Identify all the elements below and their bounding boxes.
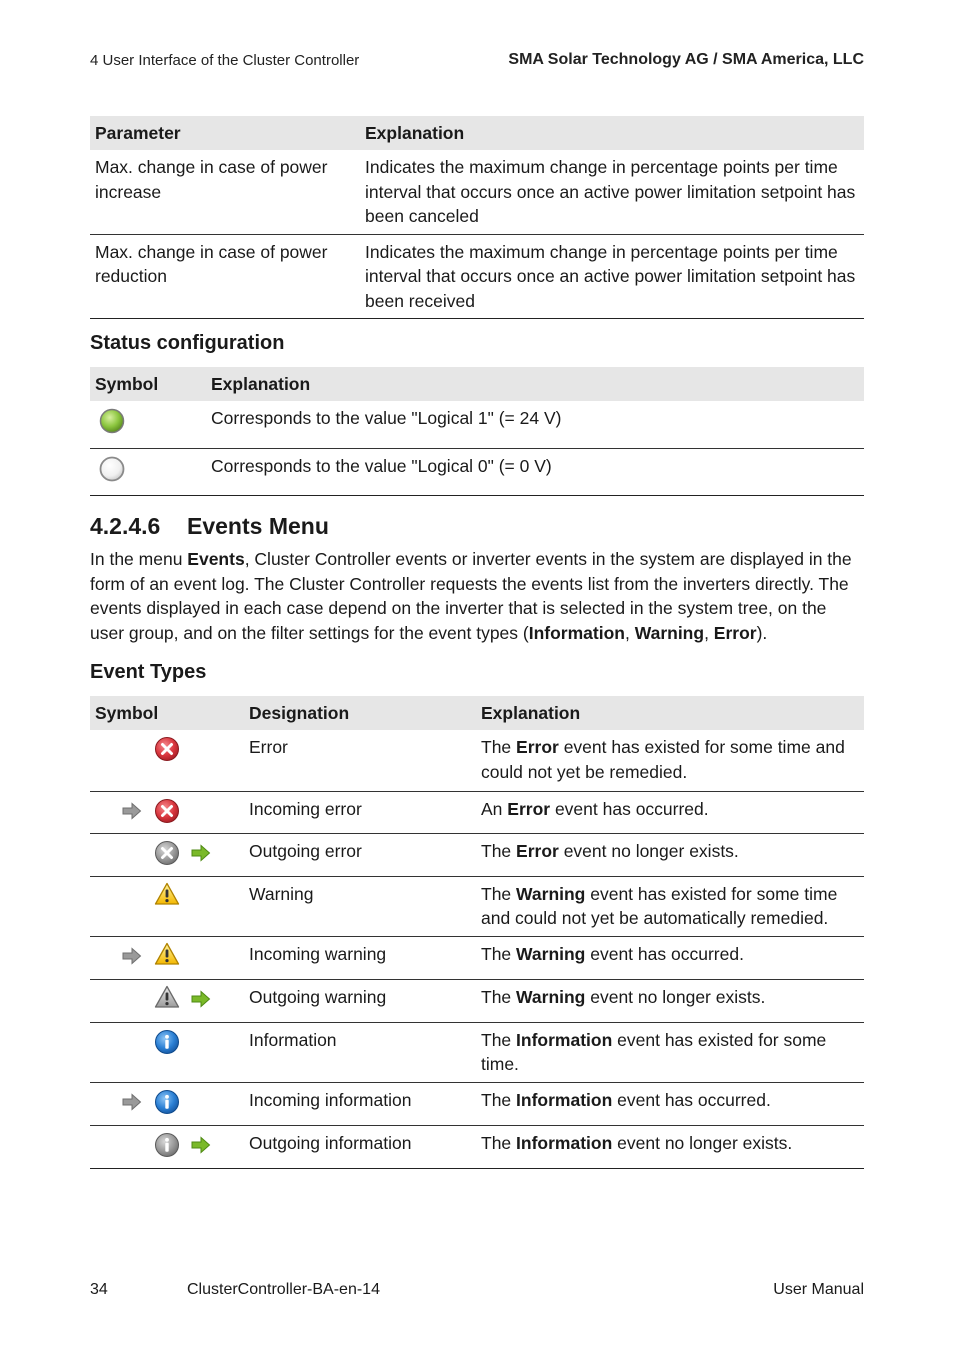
parameter-cell: Max. change in case of power reduction [90, 234, 360, 319]
text-run: , Cluster Controller events or inverter events in the system are displayed in the form of an event log. The Cluster Controller requests the events list from the inverters directly. The events displayed in each case depend on the inverter that is selected in the system tree, on the user group, and on the filter settings for the event types ( [90, 549, 852, 644]
symbol-cell [90, 1125, 244, 1168]
symbol-cell [90, 876, 244, 936]
text-run: event no longer exists. [585, 986, 766, 1007]
footer-document-type: User Manual [773, 1281, 864, 1298]
symbol-cell [90, 1082, 244, 1125]
text-run: The [481, 883, 517, 904]
text-run: The [481, 986, 517, 1007]
parameter-table [90, 116, 864, 319]
text-run: event has occurred. [585, 943, 744, 964]
incoming-arrow-icon [122, 802, 142, 820]
section-title: Events Menu [187, 513, 329, 539]
bold-term: Information [516, 1089, 613, 1110]
explanation-cell [476, 791, 864, 833]
running-header-company: SMA Solar Technology AG / SMA America, LLC [508, 51, 864, 68]
led-off-icon [98, 455, 126, 483]
explanation-cell: Corresponds to the value "Logical 1" (= 24 V) [206, 401, 864, 448]
designation-cell: Error [244, 730, 476, 791]
text-run: event has existed for some time and could not yet be automatically remedied. [481, 883, 838, 928]
status-table [90, 367, 864, 496]
text-run: ). [756, 623, 768, 644]
symbol-cell [90, 791, 244, 833]
designation-cell: Outgoing error [244, 833, 476, 876]
table-row [90, 936, 864, 979]
col-header-explanation: Explanation [360, 116, 864, 150]
designation-cell: Warning [244, 876, 476, 936]
explanation-cell [476, 979, 864, 1022]
events-intro-paragraph [90, 547, 864, 646]
error-icon [154, 736, 180, 762]
symbol-cell [90, 1022, 244, 1082]
table-row [90, 448, 864, 496]
explanation-cell [476, 1022, 864, 1082]
bold-term: Warning [516, 943, 586, 964]
designation-cell: Outgoing warning [244, 979, 476, 1022]
symbol-cell [90, 979, 244, 1022]
col-header-explanation: Explanation [206, 367, 864, 401]
designation-cell: Incoming warning [244, 936, 476, 979]
outgoing-warning-icon [154, 985, 180, 1009]
parameter-cell: Max. change in case of power increase [90, 150, 360, 234]
text-run: event has existed for some time. [481, 1029, 827, 1074]
footer-page-number: 34 [90, 1281, 108, 1298]
symbol-cell [90, 401, 206, 448]
explanation-cell [476, 730, 864, 791]
table-row [90, 234, 864, 319]
status-configuration-heading: Status configuration [90, 332, 285, 354]
table-row [90, 876, 864, 936]
text-run: event no longer exists. [558, 840, 739, 861]
explanation-cell: Corresponds to the value "Logical 0" (= 0 V) [206, 448, 864, 496]
bold-term: Warning [634, 623, 705, 644]
symbol-cell [90, 730, 244, 791]
bold-term: Error [516, 737, 559, 757]
text-run: event has occurred. [612, 1089, 771, 1110]
text-run: The [481, 737, 517, 757]
designation-cell: Information [244, 1022, 476, 1082]
symbol-cell [90, 833, 244, 876]
designation-cell: Incoming error [244, 791, 476, 833]
explanation-cell [476, 1082, 864, 1125]
col-header-symbol: Symbol [90, 367, 206, 401]
bold-term: Events [187, 549, 245, 569]
outgoing-arrow-icon [191, 1136, 211, 1154]
table-row [90, 401, 864, 448]
explanation-cell: Indicates the maximum change in percentage points per time interval that occurs once an active power limitation setpoint has been received [360, 234, 864, 319]
bold-term: Information [516, 1132, 613, 1153]
outgoing-arrow-icon [191, 844, 211, 862]
col-header-designation: Designation [244, 696, 476, 730]
event-types-heading: Event Types [90, 661, 207, 683]
warning-icon [154, 882, 180, 906]
designation-cell: Incoming information [244, 1082, 476, 1125]
section-heading-events-menu [90, 513, 329, 540]
incoming-error-icon [154, 798, 180, 824]
event-types-table [90, 696, 864, 1169]
information-icon [154, 1029, 180, 1055]
running-header-chapter: 4 User Interface of the Cluster Controller [90, 52, 360, 69]
text-run: event has existed for some time and could not yet be remedied. [481, 737, 845, 782]
table-row [90, 1022, 864, 1082]
table-row [90, 1125, 864, 1168]
bold-term: Information [528, 623, 625, 644]
text-run: event has occurred. [550, 798, 709, 819]
explanation-cell: Indicates the maximum change in percentage points per time interval that occurs once an active power limitation setpoint has been canceled [360, 150, 864, 234]
bold-term: Error [713, 623, 757, 644]
text-run: , [624, 623, 635, 644]
text-run: The [481, 1029, 517, 1050]
section-number: 4.2.4.6 [90, 513, 161, 539]
table-row [90, 791, 864, 833]
col-header-symbol: Symbol [90, 696, 244, 730]
incoming-warning-icon [154, 942, 180, 966]
col-header-parameter: Parameter [90, 116, 360, 150]
led-green-icon [98, 407, 126, 435]
text-run: An [481, 798, 508, 819]
outgoing-error-icon [154, 840, 180, 866]
bold-term: Warning [516, 883, 586, 904]
text-run: The [481, 1089, 517, 1110]
bold-term: Error [507, 798, 551, 819]
table-row [90, 1082, 864, 1125]
explanation-cell [476, 876, 864, 936]
text-run: event no longer exists. [612, 1132, 793, 1153]
bold-term: Error [516, 840, 559, 861]
col-header-explanation: Explanation [476, 696, 864, 730]
explanation-cell [476, 833, 864, 876]
table-row [90, 730, 864, 791]
incoming-arrow-icon [122, 1093, 142, 1111]
outgoing-arrow-icon [191, 990, 211, 1008]
explanation-cell [476, 936, 864, 979]
table-row [90, 979, 864, 1022]
text-run: The [481, 840, 517, 861]
bold-term: Warning [516, 986, 586, 1007]
text-run: The [481, 943, 517, 964]
symbol-cell [90, 448, 206, 496]
explanation-cell [476, 1125, 864, 1168]
outgoing-information-icon [154, 1132, 180, 1158]
table-row [90, 833, 864, 876]
text-run: , [704, 623, 714, 644]
table-row [90, 150, 864, 234]
designation-cell: Outgoing information [244, 1125, 476, 1168]
bold-term: Information [516, 1029, 613, 1050]
incoming-information-icon [154, 1089, 180, 1115]
text-run: The [481, 1132, 517, 1153]
incoming-arrow-icon [122, 947, 142, 965]
symbol-cell [90, 936, 244, 979]
footer-document-id: ClusterController-BA-en-14 [187, 1281, 380, 1298]
text-run: In the menu [90, 549, 188, 569]
